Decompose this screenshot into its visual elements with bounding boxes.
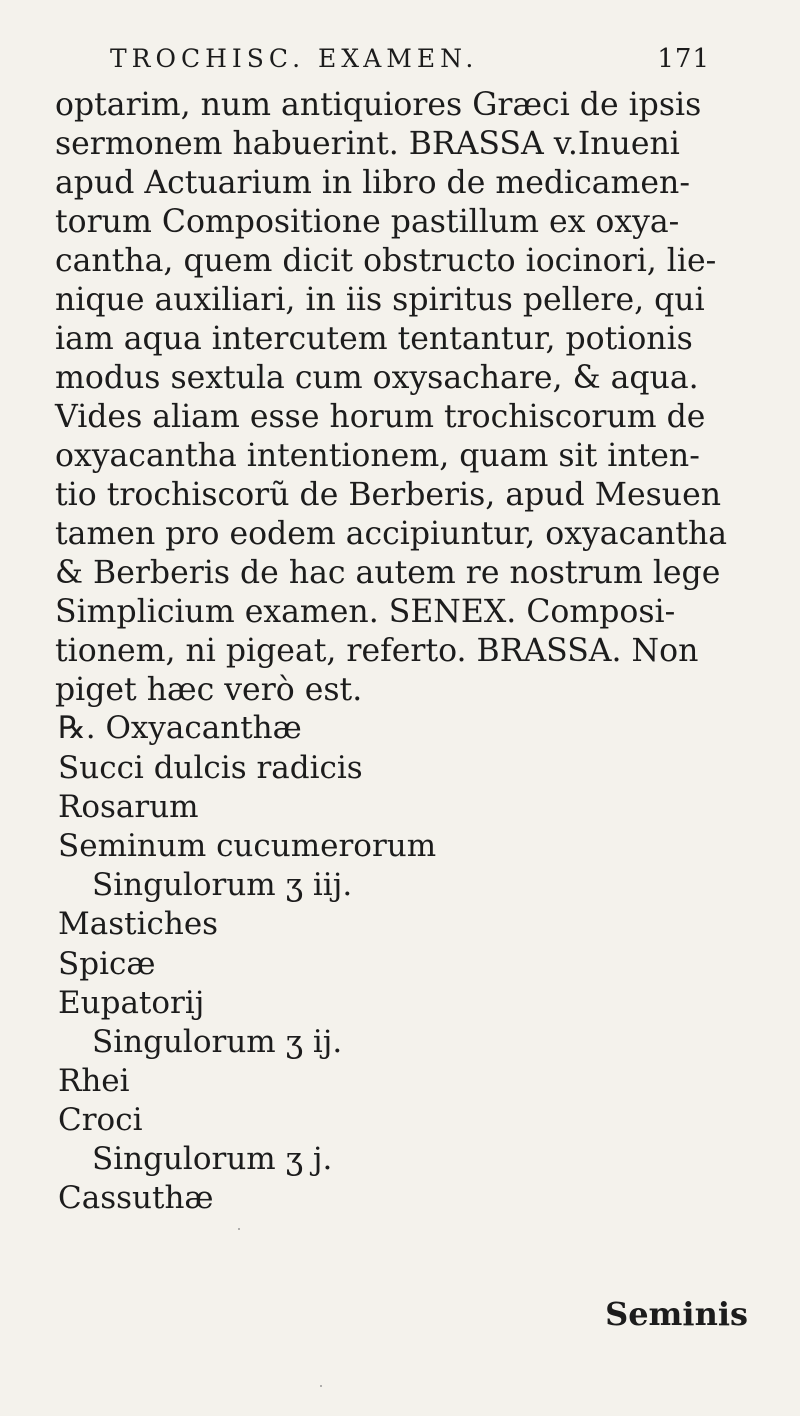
text-line: Vides aliam esse horum trochiscorum de bbox=[55, 399, 706, 435]
recipe-line: Rosarum bbox=[58, 789, 199, 825]
recipe-line: Seminum cucumerorum bbox=[58, 828, 437, 864]
text-line: & Berberis de hac autem re nostrum lege bbox=[55, 555, 721, 591]
text-line: piget hæc verò est. bbox=[55, 672, 363, 708]
text-line: nique auxiliari, in iis spiritus pellere, qui bbox=[55, 282, 705, 318]
catchword: Seminis bbox=[605, 1295, 748, 1333]
recipe-line: ℞. Oxyacanthæ bbox=[58, 710, 302, 746]
running-title: TROCHISC. EXAMEN. bbox=[110, 44, 479, 73]
recipe-line: Singulorum ʒ ij. bbox=[92, 1024, 343, 1060]
recipe-line: Mastiches bbox=[58, 906, 219, 942]
page-number: 171 bbox=[657, 44, 710, 74]
ink-speck bbox=[320, 1385, 322, 1387]
text-line: apud Actuarium in libro de medicamen- bbox=[55, 165, 690, 201]
text-line: torum Compositione pastillum ex oxya- bbox=[55, 204, 680, 240]
text-line: Simplicium examen. SENEX. Composi- bbox=[55, 594, 676, 630]
recipe-line: Croci bbox=[58, 1102, 143, 1138]
recipe-line: Rhei bbox=[58, 1063, 130, 1099]
recipe-line: Spicæ bbox=[58, 946, 156, 982]
recipe-line: Cassuthæ bbox=[58, 1180, 214, 1216]
ink-speck bbox=[238, 1228, 240, 1230]
text-line: sermonem habuerint. BRASSA v.Inueni bbox=[55, 126, 680, 162]
recipe-line: Succi dulcis radicis bbox=[58, 750, 363, 786]
recipe-line: Singulorum ʒ iij. bbox=[92, 867, 353, 903]
text-line: modus sextula cum oxysachare, & aqua. bbox=[55, 360, 699, 396]
text-line: cantha, quem dicit obstructo iocinori, lie- bbox=[55, 243, 717, 279]
text-line: tio trochiscorũ de Berberis, apud Mesuen bbox=[55, 477, 722, 513]
running-header bbox=[110, 44, 710, 84]
body-text bbox=[55, 86, 775, 710]
recipe-line: Singulorum ʒ j. bbox=[92, 1141, 333, 1177]
text-line: optarim, num antiquiores Græci de ipsis bbox=[55, 87, 702, 123]
recipe-line: Eupatorij bbox=[58, 985, 205, 1021]
text-line: oxyacantha intentionem, quam sit inten- bbox=[55, 438, 700, 474]
text-line: iam aqua intercutem tentantur, potionis bbox=[55, 321, 693, 357]
text-line: tionem, ni pigeat, referto. BRASSA. Non bbox=[55, 633, 699, 669]
text-line: tamen pro eodem accipiuntur, oxyacantha bbox=[55, 516, 728, 552]
